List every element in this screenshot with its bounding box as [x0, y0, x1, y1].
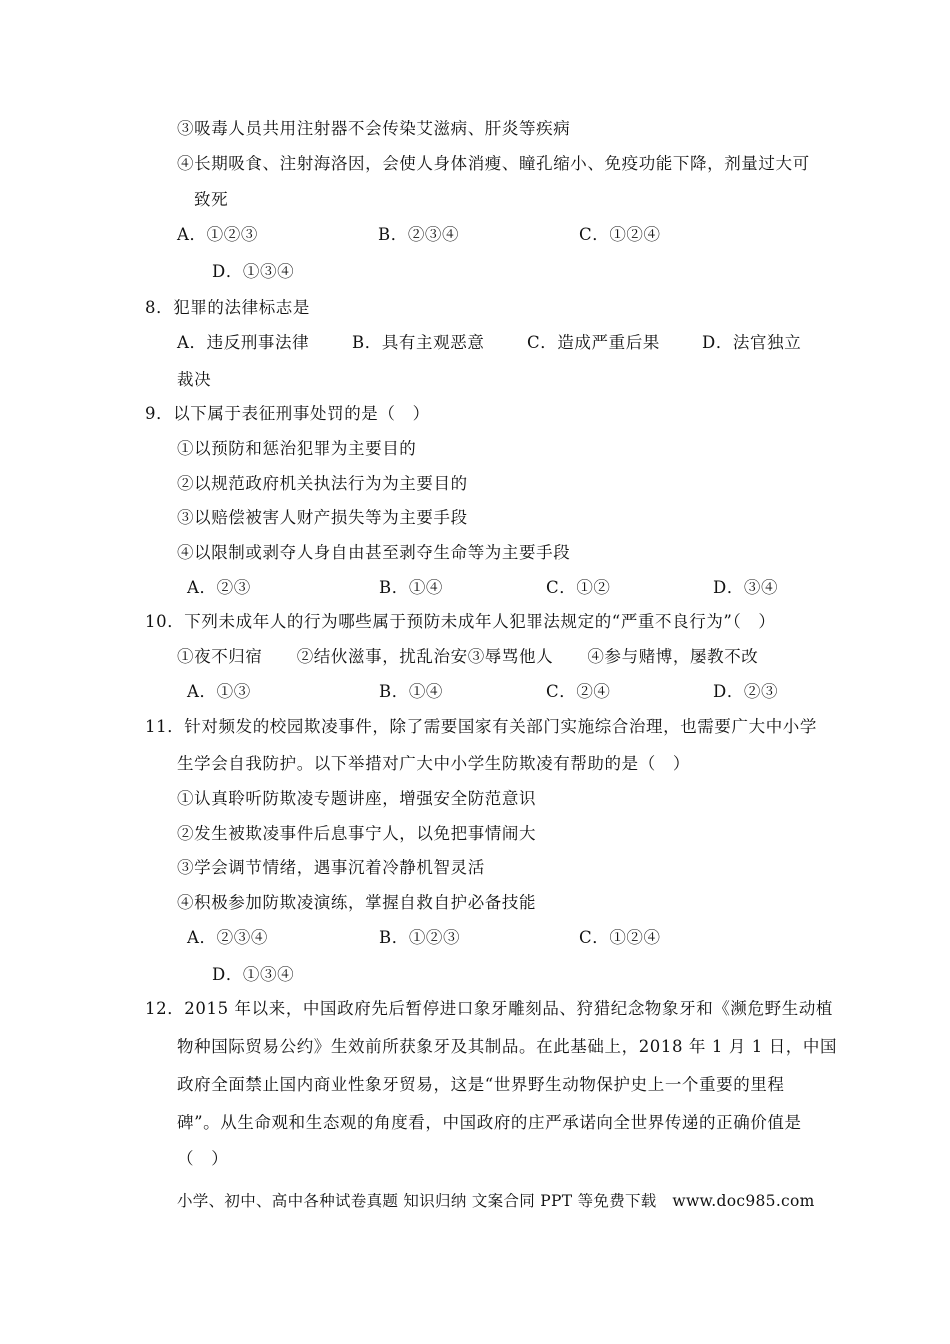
q7-option-c: C．①②④ [579, 225, 661, 244]
q7-option-d: D．①③④ [212, 262, 295, 281]
q10-option-b: B．①④ [379, 682, 444, 701]
q11-item-1: ①认真聆听防欺凌专题讲座，增强安全防范意识 [177, 789, 537, 808]
q9-option-c: C．①② [546, 578, 611, 597]
q9-option-a: A．②③ [187, 578, 251, 597]
q9-stem: 9．以下属于表征刑事处罚的是（ ） [145, 404, 430, 423]
q8-option-d: D．法官独立 [702, 333, 802, 352]
q10-stem: 10．下列未成年人的行为哪些属于预防未成年人犯罪法规定的“严重不良行为”（ ） [145, 612, 776, 631]
q8-option-d-cont: 裁决 [177, 370, 212, 389]
q11-item-3: ③学会调节情绪，遇事沉着冷静机智灵活 [177, 858, 485, 877]
q9-option-b: B．①④ [379, 578, 444, 597]
q11-option-d: D．①③④ [212, 965, 295, 984]
q11-option-a: A．②③④ [187, 928, 268, 947]
q11-item-4: ④积极参加防欺凌演练，掌握自救自护必备技能 [177, 893, 537, 912]
q8-option-c: C．造成严重后果 [527, 333, 660, 352]
q11-item-2: ②发生被欺凌事件后息事宁人，以免把事情闹大 [177, 824, 537, 843]
q11-stem: 11．针对频发的校园欺凌事件，除了需要国家有关部门实施综合治理，也需要广大中小学 [145, 717, 817, 736]
q10-items: ①夜不归宿 ②结伙滋事，扰乱治安③辱骂他人 ④参与赌博，屡教不改 [177, 647, 759, 666]
q9-item-2: ②以规范政府机关执法行为为主要目的 [177, 474, 468, 493]
q8-option-a: A．违反刑事法律 [177, 333, 310, 352]
q8-stem: 8．犯罪的法律标志是 [145, 298, 310, 317]
q10-option-d: D．②③ [713, 682, 779, 701]
q7-item-3: ③吸毒人员共用注射器不会传染艾滋病、肝炎等疾病 [177, 119, 571, 138]
q7-item-4-cont: 致死 [194, 190, 229, 209]
q12-stem-line-5: （ ） [177, 1149, 229, 1168]
q10-option-a: A．①③ [187, 682, 251, 701]
q12-stem-line-1: 12．2015 年以来，中国政府先后暂停进口象牙雕刻品、狩猎纪念物象牙和《濒危野生动植 [145, 999, 834, 1018]
q12-stem-line-4: 碑”。从生命观和生态观的角度看，中国政府的庄严承诺向全世界传递的正确价值是 [177, 1113, 802, 1132]
q7-item-4: ④长期吸食、注射海洛因，会使人身体消瘦、瞳孔缩小、免疫功能下降，剂量过大可 [177, 154, 810, 173]
q12-stem-line-2: 物种国际贸易公约》生效前所获象牙及其制品。在此基础上，2018 年 1 月 1 日，中国 [177, 1037, 838, 1056]
q9-item-1: ①以预防和惩治犯罪为主要目的 [177, 439, 417, 458]
q7-option-a: A．①②③ [177, 225, 258, 244]
q9-item-3: ③以赔偿被害人财产损失等为主要手段 [177, 508, 468, 527]
q11-option-b: B．①②③ [379, 928, 461, 947]
q10-option-c: C．②④ [546, 682, 611, 701]
q7-option-b: B．②③④ [378, 225, 460, 244]
q11-option-c: C．①②④ [579, 928, 661, 947]
page-footer: 小学、初中、高中各种试卷真题 知识归纳 文案合同 PPT 等免费下载 www.doc985.com [177, 1192, 815, 1210]
q11-stem-cont: 生学会自我防护。以下举措对广大中小学生防欺凌有帮助的是（ ） [177, 754, 690, 773]
q12-stem-line-3: 政府全面禁止国内商业性象牙贸易，这是“世界野生动物保护史上一个重要的里程 [177, 1075, 785, 1094]
q9-item-4: ④以限制或剥夺人身自由甚至剥夺生命等为主要手段 [177, 543, 571, 562]
q8-option-b: B．具有主观恶意 [352, 333, 485, 352]
q9-option-d: D．③④ [713, 578, 779, 597]
